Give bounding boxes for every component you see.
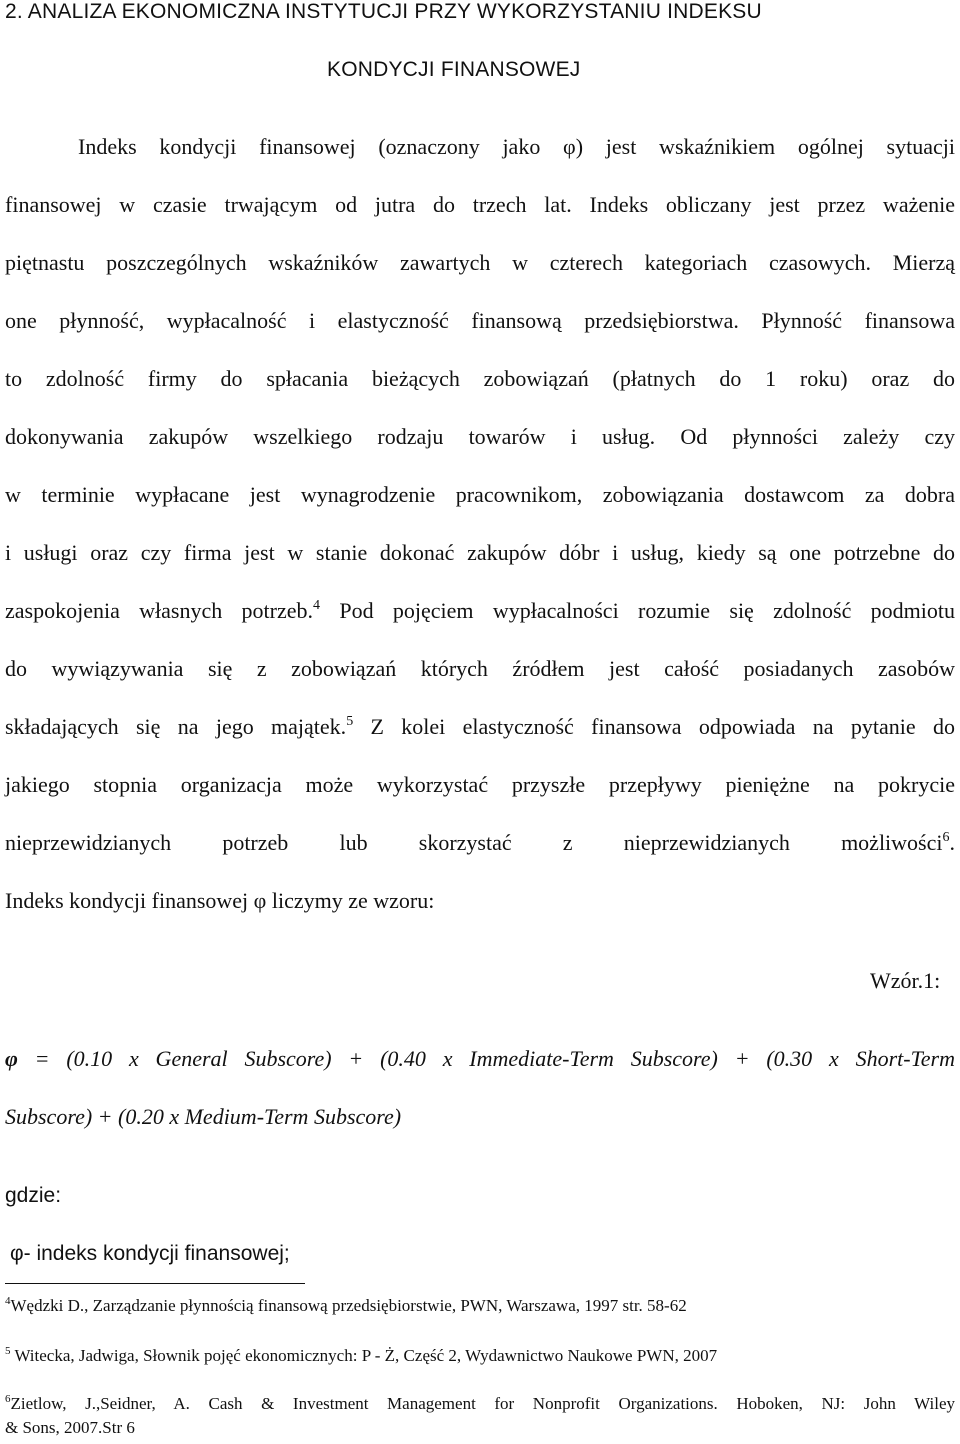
- footnote-5-text: Witecka, Jadwiga, Słownik pojęć ekonomicznych: P - Ż, Część 2, Wydawnictwo Naukowe PWN, 2007: [10, 1346, 718, 1365]
- paragraph-line-13-a: nieprzewidzianych potrzeb lub skorzystać z nieprzewidzianych możliwości: [5, 830, 943, 855]
- paragraph-line-14: Indeks kondycji finansowej φ liczymy ze wzoru:: [5, 888, 435, 913]
- footnote-ref-6: 6: [942, 830, 950, 845]
- paragraph-line-1: Indeks kondycji finansowej (oznaczony jako φ) jest wskaźnikiem ogólnej sytuacji: [78, 134, 955, 159]
- footnote-6-text: Zietlow, J.,Seidner, A. Cash & Investment Management for Nonprofit Organizations. Hoboken, NJ: John Wiley: [10, 1394, 955, 1413]
- footnote-4-text: Wędzki D., Zarządzanie płynnością finansową przedsiębiorstwie, PWN, Warszawa, 1997 str. 58-62: [10, 1296, 687, 1315]
- section-heading-line1: 2. ANALIZA EKONOMICZNA INSTYTUCJI PRZY WYKORZYSTANIU INDEKSU: [5, 0, 762, 23]
- paragraph-line-4: one płynność, wypłacalność i elastyczność finansową przedsiębiorstwa. Płynność finansowa: [5, 308, 955, 333]
- paragraph-line-11-a: składających się na jego majątek.: [5, 714, 347, 739]
- paragraph-line-7: w terminie wypłacane jest wynagrodzenie pracownikom, zobowiązania dostawcom za dobra: [5, 482, 955, 507]
- footnote-separator: [5, 1283, 305, 1284]
- paragraph-line-9-b: Pod pojęciem wypłacalności rozumie się zdolność podmiotu: [320, 598, 955, 623]
- formula-line-1: [5, 1046, 955, 1072]
- formula-line-2: Subscore) + (0.20 x Medium-Term Subscore): [5, 1104, 402, 1129]
- legend-gdzie: gdzie:: [5, 1184, 62, 1207]
- paragraph-line-8: i usługi oraz czy firma jest w stanie dokonać zakupów dóbr i usług, kiedy są one potrzebne do: [5, 540, 955, 565]
- paragraph-line-10: do wywiązywania się z zobowiązań których źródłem jest całość posiadanych zasobów: [5, 656, 955, 681]
- paragraph-line-9: [5, 598, 955, 624]
- footnote-6-number: 6: [5, 1393, 11, 1405]
- footnote-6: [5, 1394, 955, 1414]
- footnote-6-continuation: & Sons, 2007.Str 6: [5, 1418, 135, 1437]
- footnote-ref-4: 4: [313, 598, 321, 613]
- formula-phi: φ: [5, 1046, 18, 1071]
- footnote-5-number: 5: [5, 1345, 11, 1357]
- paragraph-line-11: [5, 714, 955, 740]
- formula-label: Wzór.1:: [870, 968, 941, 993]
- paragraph-line-9-a: zaspokojenia własnych potrzeb.: [5, 598, 314, 623]
- section-heading-line2: KONDYCJI FINANSOWEJ: [327, 58, 581, 81]
- footnote-4-number: 4: [5, 1295, 11, 1307]
- legend-phi-definition: φ- indeks kondycji finansowej;: [10, 1242, 290, 1265]
- footnote-5: [5, 1346, 955, 1366]
- paragraph-line-5: to zdolność firmy do spłacania bieżących zobowiązań (płatnych do 1 roku) oraz do: [5, 366, 955, 391]
- formula-line-1-text: = (0.10 x General Subscore) + (0.40 x Immediate-Term Subscore) + (0.30 x Short-Term: [17, 1046, 955, 1071]
- paragraph-line-13-b: .: [949, 830, 955, 855]
- footnote-4: [5, 1296, 955, 1316]
- paragraph-line-13: [5, 830, 955, 856]
- paragraph-line-2: finansowej w czasie trwającym od jutra do trzech lat. Indeks obliczany jest przez ważenie: [5, 192, 955, 217]
- paragraph-line-3: piętnastu poszczególnych wskaźników zawartych w czterech kategoriach czasowych. Mierzą: [5, 250, 955, 275]
- paragraph-line-6: dokonywania zakupów wszelkiego rodzaju towarów i usług. Od płynności zależy czy: [5, 424, 955, 449]
- paragraph-line-12: jakiego stopnia organizacja może wykorzystać przyszłe przepływy pieniężne na pokrycie: [5, 772, 955, 797]
- footnote-ref-5: 5: [346, 714, 354, 729]
- paragraph-line-11-b: Z kolei elastyczność finansowa odpowiada na pytanie do: [353, 714, 955, 739]
